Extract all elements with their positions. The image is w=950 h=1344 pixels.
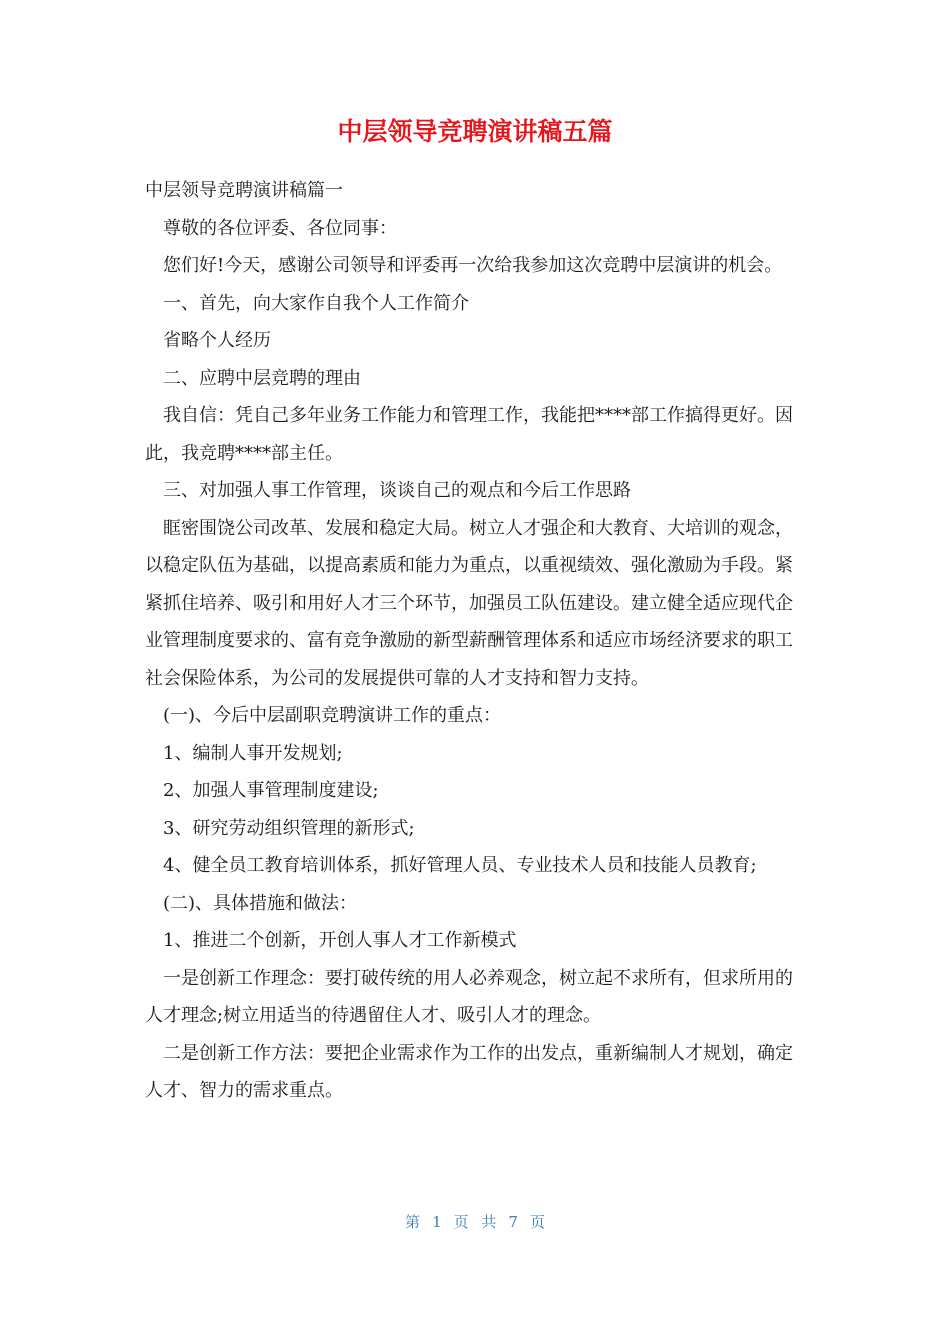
document-title: 中层领导竞聘演讲稿五篇	[337, 117, 613, 146]
footer-current-page: 1	[432, 1213, 442, 1231]
paragraph: 1、编制人事开发规划;	[163, 742, 343, 764]
paragraph: 我自信：凭自己多年业务工作能力和管理工作，我能把****部工作搞得更好。因此，我竞聘****部主任。	[145, 405, 793, 464]
paragraph: 三、对加强人事工作管理，谈谈自己的观点和今后工作思路	[163, 480, 631, 501]
paragraph: 中层领导竞聘演讲稿篇一	[145, 180, 343, 201]
paragraph: 省略个人经历	[163, 330, 271, 351]
paragraph: 二是创新工作方法：要把企业需求作为工作的出发点，重新编制人才规划，确定人才、智力的需求重点。	[145, 1042, 793, 1101]
paragraph: 二、应聘中层竞聘的理由	[163, 367, 361, 389]
footer-total-pages: 7	[508, 1213, 518, 1231]
paragraph: 尊敬的各位评委、各位同事：	[163, 217, 397, 239]
paragraph: 眶密围饶公司改革、发展和稳定大局。树立人才强企和大教育、大培训的观念，以稳定队伍为基础，以提高素质和能力为重点，以重视绩效、强化激励为手段。紧紧抓住培养、吸引和用好人才三个环节，加强员工队伍建设。建立健全适应现代企业管理制度要求的、富有竞争激励的新型薪酬管理体系和适应市场经济要求的职工社会保险体系，为公司的发展提供可靠的人才支持和智力支持。	[145, 517, 793, 689]
footer-prefix: 第	[405, 1213, 421, 1231]
footer-middle: 页 共	[453, 1213, 497, 1231]
paragraph: 3、研究劳动组织管理的新形式;	[163, 817, 415, 839]
paragraph: 您们好!今天，感谢公司领导和评委再一次给我参加这次竞聘中层演讲的机会。	[163, 255, 783, 276]
paragraph: 2、加强人事管理制度建设;	[163, 780, 379, 801]
paragraph: 一、首先，向大家作自我个人工作简介	[163, 292, 469, 314]
footer-suffix: 页	[529, 1213, 545, 1231]
document-body	[145, 172, 805, 1110]
paragraph: 4、健全员工教育培训体系，抓好管理人员、专业技术人员和技能人员教育;	[163, 855, 757, 876]
paragraph: (一)、今后中层副职竞聘演讲工作的重点：	[163, 705, 502, 726]
page-footer	[0, 1210, 950, 1234]
paragraph: (二)、具体措施和做法：	[163, 892, 358, 914]
paragraph: 一是创新工作理念：要打破传统的用人必养观念，树立起不求所有，但求所用的人才理念;树立用适当的待遇留住人才、吸引人才的理念。	[145, 967, 793, 1026]
paragraph: 1、推进二个创新，开创人事人才工作新模式	[163, 930, 517, 951]
